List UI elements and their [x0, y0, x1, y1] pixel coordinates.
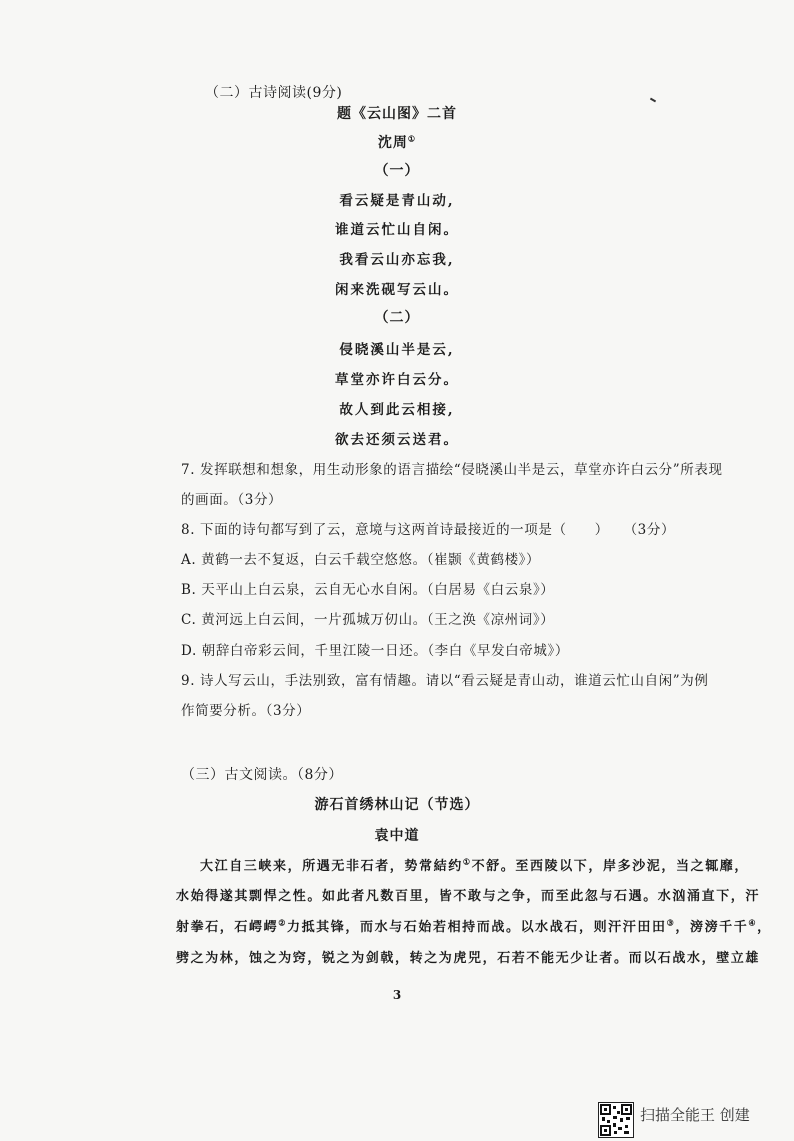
part2-line-3: 故人到此云相接, — [339, 402, 455, 418]
footnote-1: ① — [462, 856, 472, 867]
q9-line-2: 作简要分析。（3分） — [181, 703, 311, 719]
essay-line-1-b: 不舒。至西陵以下，岸多沙泥，当之辄靡， — [471, 859, 749, 874]
essay-line-4: 劈之为林，蚀之为窍，锐之为剑戟，转之为虎兕，石若不能无少让者。而以石战水，壁立雄 — [176, 951, 761, 966]
footnote-2: ② — [278, 917, 287, 928]
part1-line-1: 看云疑是青山动, — [339, 193, 455, 209]
part1-line-2: 谁道云忙山自闲。 — [335, 222, 459, 238]
scan-speck — [650, 98, 656, 103]
q7-line-2: 的画面。（3分） — [181, 492, 283, 508]
footnote-4: ④ — [748, 917, 758, 928]
part2-line-4: 欲去还须云送君。 — [335, 432, 459, 448]
poem-title: 题《云山图》二首 — [337, 106, 457, 122]
q9-line-1: 9. 诗人写云山，手法别致，富有情趣。请以“看云疑是青山动，谁道云忙山自闲”为例 — [181, 673, 709, 689]
essay-line-1-a: 大江自三峡来，所遇无非石者，势常結约 — [200, 859, 463, 874]
essay-line-3-a: 射拳石，石崿崿 — [176, 920, 279, 935]
part2-line-1: 侵晓溪山半是云, — [339, 342, 455, 358]
essay-author: 袁中道 — [374, 828, 420, 844]
part1-line-3: 我看云山亦忘我, — [339, 252, 455, 268]
q8-option-d: D. 朝辞白帝彩云间，千里江陵一日还。（李白《早发白帝城》） — [181, 643, 569, 659]
essay-line-2: 水始得遂其剽悍之性。如此者凡数百里，皆不敢与之争，而至此忽与石遇。水汹涌直下，汗 — [176, 889, 761, 904]
part2-line-2: 草堂亦许白云分。 — [335, 372, 459, 388]
poem-author — [0, 132, 794, 152]
section2-heading: （二）古诗阅读(9分) — [205, 85, 343, 101]
author-footnote: ① — [407, 133, 417, 144]
qr-code-icon — [598, 1102, 634, 1138]
essay-line-3-d: ， — [757, 920, 772, 935]
essay-line-3 — [176, 916, 772, 935]
section3-heading: （三）古文阅读。（8分） — [181, 767, 343, 783]
essay-line-3-c: ，滂滂千千 — [675, 920, 749, 935]
essay-line-1 — [200, 855, 749, 874]
q8-option-c: C. 黄河远上白云间，一片孤城万仞山。（王之涣《凉州词》） — [181, 612, 555, 628]
q8-stem: 8. 下面的诗句都写到了云，意境与这两首诗最接近的一项是（ ） （3分） — [181, 522, 676, 538]
essay-title: 游石首绣林山记（节选） — [314, 797, 480, 813]
scanner-watermark-text: 扫描全能王 创建 — [640, 1106, 750, 1124]
part1-line-4: 闲来洗砚写云山。 — [335, 282, 459, 298]
page-number: 3 — [392, 988, 402, 1002]
q7-line-1: 7. 发挥联想和想象，用生动形象的语言描绘“侵晓溪山半是云，草堂亦许白云分”所表现 — [181, 462, 723, 478]
part1-label: （一） — [374, 163, 420, 179]
q8-option-a: A. 黄鹤一去不复返，白云千载空悠悠。（崔颢《黄鹤楼》） — [181, 552, 541, 568]
footnote-3: ③ — [666, 917, 676, 928]
essay-line-3-b: 力抵其锋，而水与石始若相持而战。以水战石，则汗汗田田 — [286, 920, 667, 935]
part2-label: （二） — [374, 310, 420, 326]
q8-option-b: B. 天平山上白云泉，云自无心水自闲。（白居易《白云泉》） — [181, 582, 555, 598]
author-name: 沈周 — [377, 135, 408, 151]
